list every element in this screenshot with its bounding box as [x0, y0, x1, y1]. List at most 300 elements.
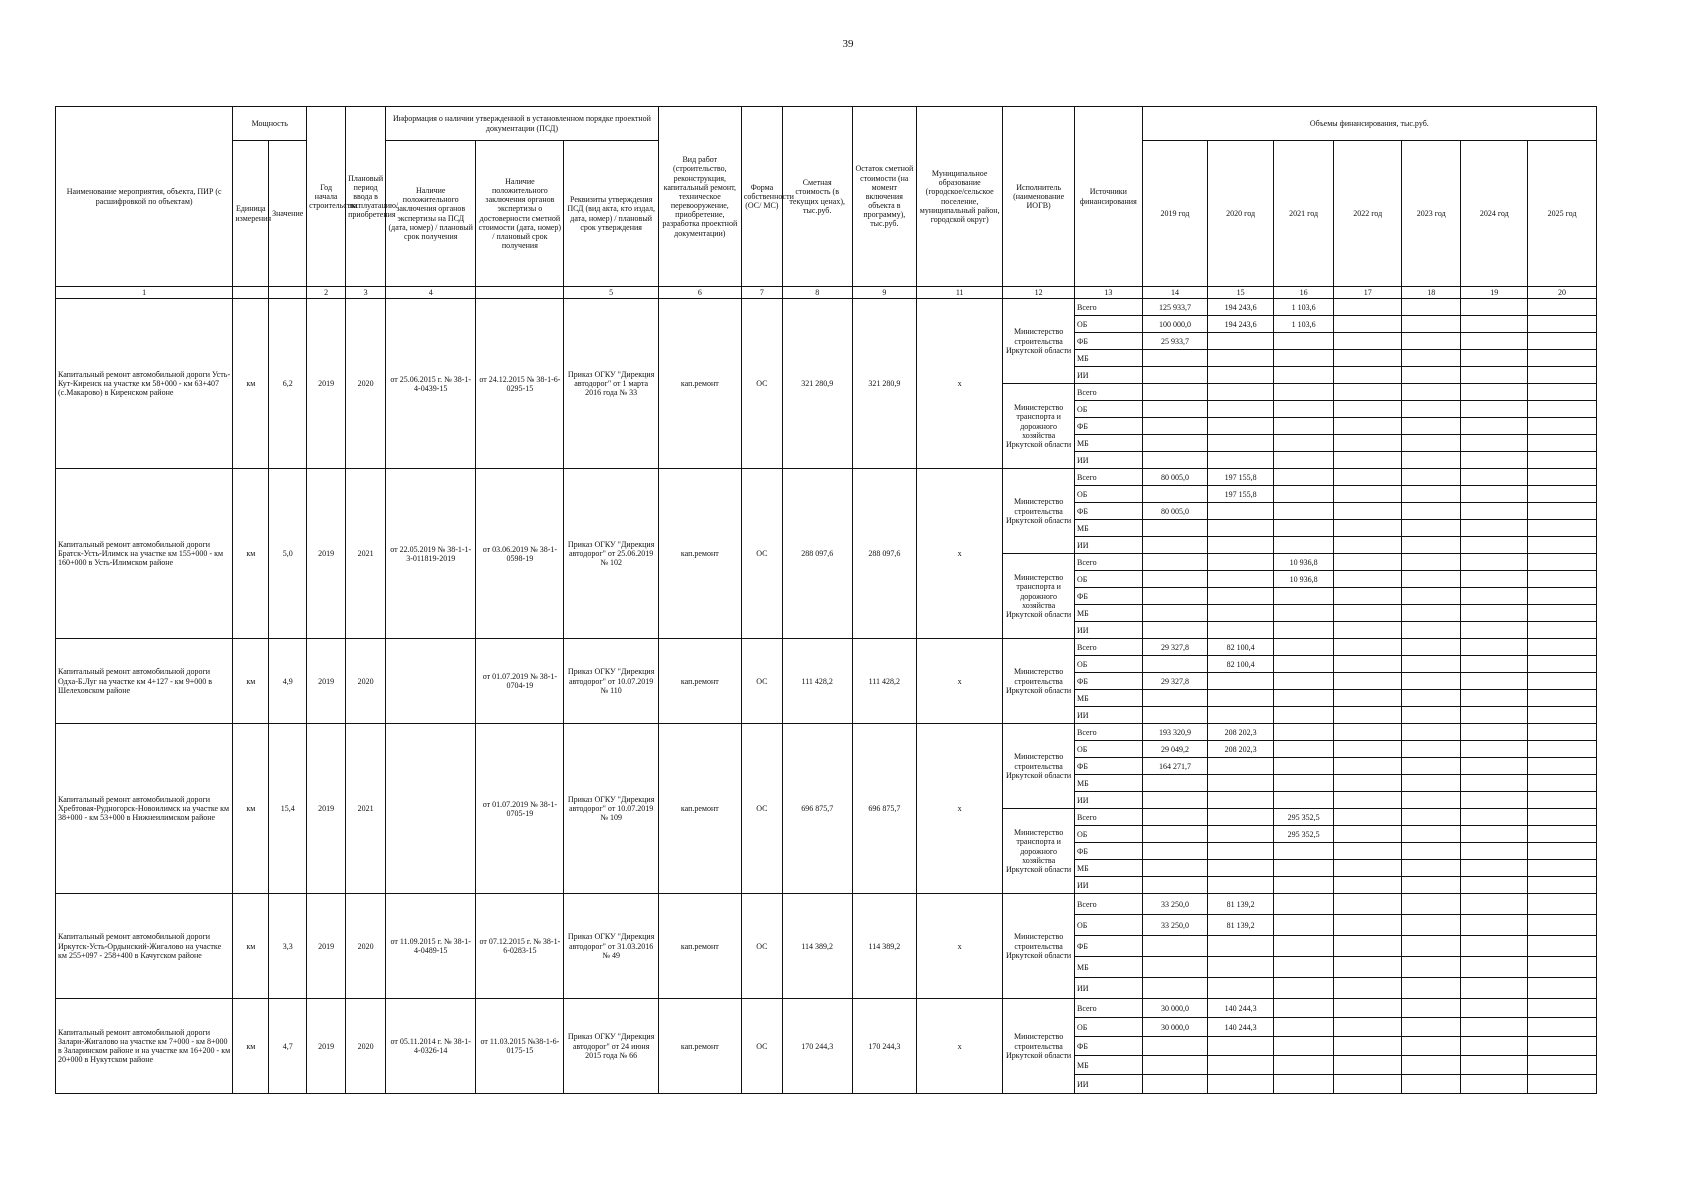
column-number: 19 [1461, 287, 1528, 299]
object-name: Капитальный ремонт автомобильной дороги Иркутск-Усть-Ордынский-Жигалово на участке км 255+097 - 258+400 в Качугском районе [56, 894, 233, 999]
financing-value [1142, 571, 1208, 588]
column-number-row [56, 287, 1597, 299]
financing-value [1273, 367, 1333, 384]
source-label: Всего [1075, 639, 1143, 656]
financing-value [1273, 1037, 1333, 1056]
financing-value [1273, 503, 1333, 520]
source-label: ИИ [1075, 1075, 1143, 1094]
object-value: 3,3 [269, 894, 307, 999]
object-psd-requisites: Приказ ОГКУ "Дирекция автодорог" от 1 марта 2016 года № 33 [564, 299, 658, 469]
financing-value [1528, 1075, 1597, 1094]
financing-value [1528, 936, 1597, 957]
financing-value [1273, 656, 1333, 673]
object-name: Капитальный ремонт автомобильной дороги Усть-Кут-Киренск на участке км 58+000 - км 63+407 (с.Макарово) в Киренском районе [56, 299, 233, 469]
financing-value [1461, 418, 1528, 435]
financing-value [1334, 316, 1402, 333]
financing-value [1402, 957, 1461, 978]
financing-value [1273, 915, 1333, 936]
financing-value [1528, 537, 1597, 554]
col-psd-expert-header: Наличие положительного заключения органов экспертизы на ПСД (дата, номер) / плановый срок получения [386, 141, 476, 287]
col-unit-header: Единица измерения [233, 141, 269, 287]
object-municipality: х [917, 894, 1003, 999]
financing-value [1461, 452, 1528, 469]
financing-value [1334, 622, 1402, 639]
column-number: 14 [1142, 287, 1208, 299]
financing-value [1208, 605, 1274, 622]
column-number: 7 [741, 287, 782, 299]
financing-value [1273, 690, 1333, 707]
source-label: Всего [1075, 554, 1143, 571]
financing-value [1273, 333, 1333, 350]
column-number: 13 [1075, 287, 1143, 299]
source-label: Всего [1075, 999, 1143, 1018]
financing-value [1208, 350, 1274, 367]
financing-value [1273, 877, 1333, 894]
financing-value [1402, 588, 1461, 605]
object-end-year: 2020 [346, 999, 386, 1094]
financing-value [1273, 350, 1333, 367]
financing-value [1461, 894, 1528, 915]
column-number [269, 287, 307, 299]
financing-value [1461, 554, 1528, 571]
source-label: ФБ [1075, 333, 1143, 350]
object-ownership: ОС [741, 894, 782, 999]
financing-value: 80 005,0 [1142, 503, 1208, 520]
financing-value [1528, 758, 1597, 775]
source-label: ОБ [1075, 741, 1143, 758]
financing-value [1208, 690, 1274, 707]
financing-value [1402, 741, 1461, 758]
object-start-year: 2019 [307, 894, 346, 999]
financing-value [1461, 469, 1528, 486]
financing-value [1402, 605, 1461, 622]
object-end-year: 2021 [346, 724, 386, 894]
financing-value [1208, 809, 1274, 826]
financing-value [1528, 957, 1597, 978]
object-work-type: кап.ремонт [658, 469, 741, 639]
financing-value [1142, 435, 1208, 452]
financing-value: 295 352,5 [1273, 826, 1333, 843]
financing-value [1402, 520, 1461, 537]
source-label: ИИ [1075, 792, 1143, 809]
financing-value [1461, 1037, 1528, 1056]
source-label: МБ [1075, 860, 1143, 877]
object-cost: 114 389,2 [782, 894, 852, 999]
financing-value [1273, 860, 1333, 877]
financing-value [1208, 537, 1274, 554]
financing-value [1142, 860, 1208, 877]
financing-value [1208, 503, 1274, 520]
financing-value [1273, 418, 1333, 435]
financing-value [1334, 520, 1402, 537]
financing-value: 193 320,9 [1142, 724, 1208, 741]
table-row [56, 894, 1597, 915]
financing-value [1402, 537, 1461, 554]
financing-value [1273, 537, 1333, 554]
financing-value [1208, 622, 1274, 639]
financing-value [1461, 758, 1528, 775]
financing-value [1528, 554, 1597, 571]
financing-value: 1 103,6 [1273, 316, 1333, 333]
col-psd-estimate-header: Наличие положительного заключения органов экспертизы о достоверности сметной стоимости (дата, номер) / плановый срок получения [476, 141, 564, 287]
object-psd-estimate: от 03.06.2019 № 38-1-0598-19 [476, 469, 564, 639]
object-remaining: 114 389,2 [852, 894, 917, 999]
financing-value [1402, 435, 1461, 452]
column-number: 1 [56, 287, 233, 299]
financing-value [1208, 707, 1274, 724]
table-row [56, 299, 1597, 316]
source-label: МБ [1075, 957, 1143, 978]
executor-stroy: Министерство строительства Иркутской области [1003, 639, 1075, 724]
source-label: МБ [1075, 435, 1143, 452]
financing-value [1334, 401, 1402, 418]
object-psd-requisites: Приказ ОГКУ "Дирекция автодорог" от 31.03.2016 № 49 [564, 894, 658, 999]
financing-value [1461, 605, 1528, 622]
financing-value [1142, 957, 1208, 978]
financing-value [1461, 957, 1528, 978]
financing-value [1402, 792, 1461, 809]
financing-value [1402, 639, 1461, 656]
object-name: Капитальный ремонт автомобильной дороги Одха-Б.Луг на участке км 4+127 - км 9+000 в Шелеховском районе [56, 639, 233, 724]
financing-value [1142, 1056, 1208, 1075]
col-year-2020: 2020 год [1208, 141, 1274, 287]
financing-value [1528, 724, 1597, 741]
financing-value [1208, 860, 1274, 877]
financing-value [1528, 418, 1597, 435]
financing-value [1461, 299, 1528, 316]
financing-value [1402, 894, 1461, 915]
column-number: 6 [658, 287, 741, 299]
financing-value [1142, 1037, 1208, 1056]
source-label: ФБ [1075, 843, 1143, 860]
financing-value [1528, 333, 1597, 350]
financing-value [1528, 486, 1597, 503]
object-remaining: 288 097,6 [852, 469, 917, 639]
object-remaining: 696 875,7 [852, 724, 917, 894]
column-number: 11 [917, 287, 1003, 299]
financing-value [1528, 1056, 1597, 1075]
financing-value: 80 005,0 [1142, 469, 1208, 486]
financing-value [1402, 452, 1461, 469]
col-year-2024: 2024 год [1461, 141, 1528, 287]
financing-value [1528, 860, 1597, 877]
financing-value [1142, 792, 1208, 809]
source-label: ИИ [1075, 452, 1143, 469]
financing-value [1461, 826, 1528, 843]
object-psd-estimate: от 11.03.2015 №38-1-6-0175-15 [476, 999, 564, 1094]
object-cost: 111 428,2 [782, 639, 852, 724]
object-end-year: 2020 [346, 639, 386, 724]
financing-value [1528, 605, 1597, 622]
financing-value [1273, 435, 1333, 452]
financing-value [1334, 367, 1402, 384]
source-label: Всего [1075, 384, 1143, 401]
financing-value [1461, 860, 1528, 877]
financing-value [1402, 809, 1461, 826]
source-label: ИИ [1075, 622, 1143, 639]
object-psd-expert: от 05.11.2014 г. № 38-1-4-0326-14 [386, 999, 476, 1094]
financing-value [1273, 673, 1333, 690]
financing-value [1402, 707, 1461, 724]
object-work-type: кап.ремонт [658, 999, 741, 1094]
financing-value: 33 250,0 [1142, 894, 1208, 915]
financing-value [1402, 333, 1461, 350]
object-work-type: кап.ремонт [658, 894, 741, 999]
financing-value [1334, 299, 1402, 316]
financing-value [1142, 520, 1208, 537]
object-remaining: 321 280,9 [852, 299, 917, 469]
financing-value [1334, 877, 1402, 894]
financing-value: 140 244,3 [1208, 1018, 1274, 1037]
source-label: МБ [1075, 605, 1143, 622]
source-label: МБ [1075, 775, 1143, 792]
financing-table [55, 106, 1597, 1094]
object-end-year: 2021 [346, 469, 386, 639]
object-unit: км [233, 894, 269, 999]
financing-value [1402, 299, 1461, 316]
financing-value [1402, 877, 1461, 894]
column-number: 20 [1528, 287, 1597, 299]
financing-value [1273, 957, 1333, 978]
financing-value [1334, 707, 1402, 724]
source-label: ФБ [1075, 1037, 1143, 1056]
financing-value [1461, 1056, 1528, 1075]
financing-value [1334, 775, 1402, 792]
financing-value [1402, 978, 1461, 999]
financing-value [1208, 401, 1274, 418]
col-year-2019: 2019 год [1142, 141, 1208, 287]
financing-value [1528, 792, 1597, 809]
object-unit: км [233, 469, 269, 639]
financing-value [1528, 809, 1597, 826]
column-number: 4 [386, 287, 476, 299]
financing-value [1461, 809, 1528, 826]
financing-value [1528, 367, 1597, 384]
financing-value: 82 100,4 [1208, 656, 1274, 673]
source-label: ОБ [1075, 486, 1143, 503]
financing-value [1273, 622, 1333, 639]
financing-value [1142, 656, 1208, 673]
object-psd-expert [386, 724, 476, 894]
col-year-2025: 2025 год [1528, 141, 1597, 287]
col-sources-header: Источники финансирования [1075, 107, 1143, 287]
financing-value [1273, 1056, 1333, 1075]
financing-value [1461, 588, 1528, 605]
financing-value [1334, 673, 1402, 690]
column-number [233, 287, 269, 299]
financing-value [1402, 775, 1461, 792]
financing-value: 81 139,2 [1208, 894, 1274, 915]
financing-value [1273, 384, 1333, 401]
executor-transport: Министерство транспорта и дорожного хозяйства Иркутской области [1003, 384, 1075, 469]
financing-value [1461, 401, 1528, 418]
financing-value [1208, 571, 1274, 588]
financing-value [1334, 537, 1402, 554]
financing-value [1334, 936, 1402, 957]
financing-value: 194 243,6 [1208, 299, 1274, 316]
financing-value [1402, 1075, 1461, 1094]
col-start-year-header: Год начала строительства [307, 107, 346, 287]
financing-value: 164 271,7 [1142, 758, 1208, 775]
financing-value [1208, 520, 1274, 537]
object-value: 4,7 [269, 999, 307, 1094]
financing-value [1461, 486, 1528, 503]
financing-value [1334, 418, 1402, 435]
financing-value [1528, 707, 1597, 724]
financing-value [1208, 452, 1274, 469]
source-label: ИИ [1075, 707, 1143, 724]
col-psd-requisites-header: Реквизиты утверждения ПСД (вид акта, кто издал, дата, номер) / плановый срок утверждения [564, 141, 658, 287]
financing-value [1528, 435, 1597, 452]
financing-value [1273, 639, 1333, 656]
financing-value [1334, 605, 1402, 622]
financing-value [1273, 741, 1333, 758]
financing-value [1461, 656, 1528, 673]
financing-value [1273, 792, 1333, 809]
object-psd-estimate: от 01.07.2019 № 38-1-0705-19 [476, 724, 564, 894]
financing-value [1208, 333, 1274, 350]
financing-value [1402, 826, 1461, 843]
financing-value [1334, 486, 1402, 503]
object-municipality: х [917, 999, 1003, 1094]
col-executor-header: Исполнитель (наименование ИОГВ) [1003, 107, 1075, 287]
financing-value [1208, 1056, 1274, 1075]
financing-value [1208, 978, 1274, 999]
financing-value: 29 327,8 [1142, 639, 1208, 656]
financing-value [1528, 571, 1597, 588]
financing-value [1402, 758, 1461, 775]
financing-value [1142, 622, 1208, 639]
financing-value [1334, 384, 1402, 401]
financing-value [1402, 843, 1461, 860]
financing-value [1208, 384, 1274, 401]
table-row [56, 724, 1597, 741]
financing-value [1273, 520, 1333, 537]
financing-value [1273, 452, 1333, 469]
source-label: ФБ [1075, 418, 1143, 435]
financing-value [1273, 1075, 1333, 1094]
object-ownership: ОС [741, 999, 782, 1094]
financing-value [1334, 999, 1402, 1018]
source-label: ФБ [1075, 588, 1143, 605]
financing-value [1461, 350, 1528, 367]
object-unit: км [233, 299, 269, 469]
financing-value [1142, 605, 1208, 622]
financing-value [1142, 690, 1208, 707]
object-work-type: кап.ремонт [658, 299, 741, 469]
financing-value: 125 933,7 [1142, 299, 1208, 316]
financing-value: 197 155,8 [1208, 486, 1274, 503]
financing-value [1334, 724, 1402, 741]
source-label: МБ [1075, 1056, 1143, 1075]
financing-value [1402, 656, 1461, 673]
financing-value [1334, 1056, 1402, 1075]
financing-value [1273, 588, 1333, 605]
financing-value [1334, 792, 1402, 809]
financing-value [1528, 384, 1597, 401]
financing-value [1528, 915, 1597, 936]
financing-value [1461, 690, 1528, 707]
col-cost-header: Сметная стоимость (в текущих ценах), тыс.руб. [782, 107, 852, 287]
source-label: ОБ [1075, 401, 1143, 418]
financing-value [1273, 469, 1333, 486]
financing-value: 10 936,8 [1273, 554, 1333, 571]
financing-value [1208, 1075, 1274, 1094]
col-capacity-header: Мощность [233, 107, 307, 141]
col-name-header: Наименование мероприятия, объекта, ПИР (с расшифровкой по объектам) [56, 107, 233, 287]
financing-value [1461, 537, 1528, 554]
financing-value [1208, 792, 1274, 809]
object-ownership: ОС [741, 639, 782, 724]
financing-value [1528, 588, 1597, 605]
object-psd-estimate: от 07.12.2015 г. № 38-1-6-0283-15 [476, 894, 564, 999]
financing-value [1208, 826, 1274, 843]
financing-value: 29 327,8 [1142, 673, 1208, 690]
financing-value [1334, 826, 1402, 843]
financing-value [1273, 1018, 1333, 1037]
financing-value [1461, 877, 1528, 894]
financing-value [1208, 418, 1274, 435]
financing-value [1334, 1037, 1402, 1056]
financing-value: 25 933,7 [1142, 333, 1208, 350]
col-value-header: Значение [269, 141, 307, 287]
financing-value [1528, 741, 1597, 758]
financing-value: 100 000,0 [1142, 316, 1208, 333]
financing-value [1528, 639, 1597, 656]
financing-value [1142, 486, 1208, 503]
col-year-2021: 2021 год [1273, 141, 1333, 287]
financing-value [1208, 554, 1274, 571]
source-label: ФБ [1075, 503, 1143, 520]
object-ownership: ОС [741, 299, 782, 469]
financing-value: 81 139,2 [1208, 915, 1274, 936]
object-ownership: ОС [741, 724, 782, 894]
financing-value [1334, 452, 1402, 469]
table-row [56, 639, 1597, 656]
executor-transport: Министерство транспорта и дорожного хозяйства Иркутской области [1003, 809, 1075, 894]
source-label: Всего [1075, 724, 1143, 741]
object-municipality: х [917, 724, 1003, 894]
source-label: Всего [1075, 894, 1143, 915]
financing-value [1528, 843, 1597, 860]
financing-value [1273, 605, 1333, 622]
financing-value [1402, 384, 1461, 401]
col-financing-header: Объемы финансирования, тыс.руб. [1142, 107, 1596, 141]
object-start-year: 2019 [307, 299, 346, 469]
financing-value [1402, 469, 1461, 486]
financing-value [1528, 503, 1597, 520]
object-work-type: кап.ремонт [658, 724, 741, 894]
source-label: МБ [1075, 350, 1143, 367]
source-label: ОБ [1075, 1018, 1143, 1037]
financing-value [1461, 775, 1528, 792]
financing-value [1208, 843, 1274, 860]
object-municipality: х [917, 639, 1003, 724]
source-label: Всего [1075, 809, 1143, 826]
financing-value [1334, 860, 1402, 877]
source-label: ОБ [1075, 826, 1143, 843]
object-ownership: ОС [741, 469, 782, 639]
financing-value [1334, 690, 1402, 707]
financing-value [1528, 978, 1597, 999]
financing-value [1528, 826, 1597, 843]
financing-value [1528, 999, 1597, 1018]
financing-value [1528, 401, 1597, 418]
object-cost: 288 097,6 [782, 469, 852, 639]
financing-value [1142, 367, 1208, 384]
object-municipality: х [917, 469, 1003, 639]
financing-value [1402, 350, 1461, 367]
